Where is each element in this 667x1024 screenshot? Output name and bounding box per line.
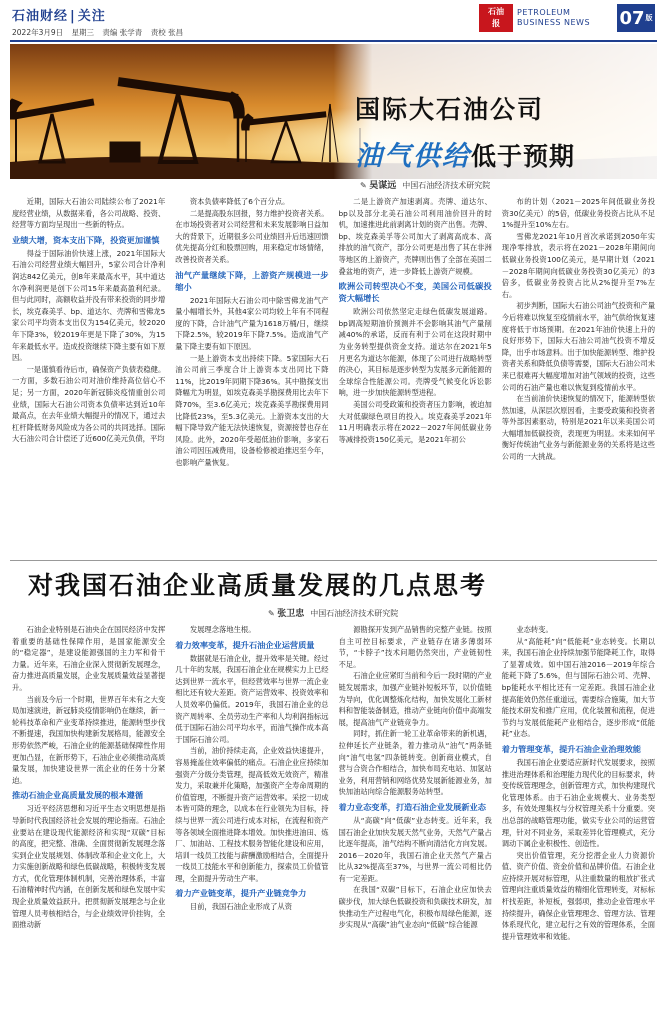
subheading: 欧洲公司转型决心不变，美国公司低碳投资大幅增长 [338, 281, 492, 304]
article2-body [12, 624, 655, 1018]
article2-author-org: 中国石油经济技术研究院 [310, 609, 399, 618]
paragraph: 从“高能耗”向“低能耗”业态转变。长期以来，我国石油企业持续加强节能降耗工作，取得了显著成效。如中国石油2016－2019年综合能耗下降了5.6%，但与国际石油公司、壳牌、bp能耗水平相比还有一定差距。我国石油企业提高能效仍然任重道远，需要综合施策，加大节能技术研发和推广应用，优化装置和流程，促进节约与发展低能耗产业相结合，逐步形成“低能耗”业态。 [501, 636, 655, 739]
paragraph: 石油企业应紧盯当前和今后一段时期的产业链发展需求，加强产业链补短板环节，以价值链为导向，优化调整炼化结构，加快发展化工新材料和智能装备制造，推动产业链向价值中高端发展，提高油气产业链竞争力。 [338, 671, 492, 727]
subheading: 着力管理变革，提升石油企业治理效能 [501, 743, 641, 754]
proof-credit: 责校 张昌 [150, 28, 184, 37]
section-separator: | [70, 9, 76, 24]
page-number-badge [617, 4, 655, 32]
paragraph: 在我国“双碳”目标下，石油企业应加快去碳步伐，加大绿色低碳投资和负碳技术研发，加快推动生产过程电气化，积极布局绿色能源，逐步实现从“高碳”油气业态向“低碳”综合能源 [338, 885, 492, 930]
page-number: 07 [619, 7, 645, 29]
page-suffix: 版 [645, 14, 653, 22]
paragraph: 近期，国际大石油公司陆续公布了2021年度经营业绩，从数据来看，各公司战略、投资、经营等方面均呈现出一些新的特点。 [12, 197, 166, 230]
subheading: 着力业态变革，打造石油企业发展新业态 [338, 801, 486, 812]
section-name: 石油财经 [12, 9, 69, 24]
article1-title-highlight: 油气供给 [355, 141, 471, 172]
paragraph: 习近平经济思想和习近平生态文明思想是指导新时代我国经济社会发展的理论指南。石油企业要站在建设现代能源经济和实现“双碳”目标的高度，把完整、准确、全面贯彻新发展理念落实到企业发展规划、体制改革和企业文化上，大力实施创新战略和绿色低碳战略，积极转变发展方式，优化管理体制机制，完善治理体系，丰富石油精神时代内涵，在创新发展和绿色发展中实现企业质量效益跃升。把贯彻新发展理念与企业管理人员考核相结合，与企业绩效评价挂钩，全面推动新 [12, 804, 166, 930]
article1-column [339, 196, 492, 558]
paragraph: 雪佛龙2021年10月首次承诺到2050年实现净零排放，表示将在2021－2028年期间向低碳业务投资100亿美元，是早期计划（2021－2028年期间向低碳业务投资30亿美元）的3倍多，低碳业务投资占比从2%提升至7%左右。 [501, 231, 655, 299]
article2-column [175, 624, 328, 1018]
paragraph: 布的计划（2021－2025年间低碳业务投资30亿美元）的5倍，低碳业务投资占比从不足1%提升至10%左右。 [501, 197, 655, 230]
issue-date: 2022年3月9日 [12, 28, 64, 37]
paragraph: 我国石油企业要适应新时代发展要求，按照推进治理体系和治理能力现代化的目标要求，转变传统管理理念，创新管理方式，加快构建现代化管理体系。由于石油企业规模大、业务类型多，有效处理集权与分权管理关系十分重要。突出总部的战略管理功能，做实专业公司的运营管理，针对不同业务，采取差异化管理模式，充分调动下属企业积极性、创造性。 [501, 757, 655, 849]
article2-title: 对我国石油企业高质量发展的几点思考 [28, 571, 488, 600]
paragraph: 业态转变。 [516, 625, 553, 634]
article2-column [12, 624, 165, 1018]
paragraph: 欧洲公司依然坚定走绿色低碳发展道路。bp调高短期油价预测并不会影响其油气产量削减40%的承诺，反而有利于公司在这段时期中为业务转型提供资金支持。道达尔在2021年5月更名为道达尔能源，体现了公司进行战略转型的决心，其目标是逐步转型为发展多元新能源的全球综合性能源公司。壳牌受气候变化诉讼影响，进一步加快能源转型进程。 [338, 307, 492, 398]
newspaper-logo [479, 4, 513, 32]
article1-column [175, 196, 328, 558]
paragraph: 2021年国际大石油公司中除雪佛龙油气产量小幅增长外，其他4家公司均较上年有不同程度的下降，合计油气产量为1618万桶/日，继续下降2.5%，较2019年下降7.5%。造成油气产量下降主要有如下原因。 [175, 295, 329, 351]
paper-name-en: PETROLEUM BUSINESS NEWS [517, 8, 591, 27]
paragraph: 同时，抓住新一轮工业革命带来的新机遇，拉伸延长产业链条，着力推动从“油气”两条链向“油气电氢”四条链转变。创新商业模式，自营与合资合作相结合，加快布局充电站、加氢站业务，利用营销和网络优势发展新能源业务，加快加油站向综合能源服务站转型。 [338, 729, 492, 797]
pen-icon: ✎ [360, 181, 367, 190]
editor-credit: 责编 张学青 [102, 28, 143, 37]
article1-column [502, 196, 655, 558]
paragraph: 二是提高股东回报，努力维护投资者关系。在市场投资者对公司经营和未来发展影响日益加大的背景下，近期很多公司业绩回升后迅速回馈优先提高分红和股票回购，用来稳定市场情绪，改善投资者关系。 [175, 208, 329, 264]
paragraph: 从“高碳”向“低碳”业态转变。近年来，我国石油企业加快发展天然气业务，天然气产量占比逐年提高，油气结构不断向清洁化方向发展。2016－2020年，我国石油企业天然气产量占比从32%提高至37%，与世界一流公司相比仍有一定差距。 [338, 815, 492, 883]
subheading: 业绩大增，资本支出下降，投资更加谨慎 [12, 234, 160, 245]
paragraph: 一是上游资本支出持续下降。5家国际大石油公司前三季度合计上游资本支出同比下降11%，比2019年同期下降36%。其中勘探支出降幅尤为明显，如埃克森美孚勘探费用比去年下降70%，至3.6亿美元；埃克森美孚勘探费用同比降低23%，至5.3亿美元。上游资本支出的大幅下降导致产能无法快速恢复，资源接替也存在风险。此外，2020年受超低油价影响，多家石油公司因压减费用，设备检修被迫推迟至今年，也影响产量恢复。 [175, 353, 329, 467]
issue-weekday: 星期三 [71, 28, 95, 37]
article2-byline [268, 606, 398, 619]
masthead-rule [10, 40, 657, 42]
logo-line-2: 报 [492, 19, 500, 28]
paragraph: 当前及今后一个时期，世界百年未有之大变局加速演进，新冠肺炎疫情影响仍在继续，新一轮科技革命和产业变革持续推进，能源转型步伐不断提速，我国加快构建新发展格局，能源安全形势依然严峻，石油企业的能源基础保障性作用更加凸显，在新形势下，石油企业必须推动高质量发展，加快建设世界一流企业的任务十分紧迫。 [12, 694, 166, 785]
paragraph: 初步判断，国际大石油公司油气投资和产量今后将难以恢复至疫情前水平，油气供给恢复速度将低于市场预期。在2021年油价快速上升的良好形势下，国际大石油公司油气投资不增反降，出乎市场意料。出于加快能源转型、维护投资者关系和降低负债等需要，国际大石油公司未来已很难再大幅度增加对油气领域的投资，这些公司的石油产量也难以恢复到疫情前水平。 [501, 301, 655, 392]
subheading: 着力产业链变革，提升产业链竞争力 [175, 888, 307, 899]
paragraph: 突出价值管理，充分挖潜企业人力资源价值、资产价值、资金价值和品牌价值。石油企业应持续开展对标管理，从注重数量的粗放扩张式管理向注重质量效益的精细化管理转变，对标标杆找差距，补短板，强弱项，推动企业管理水平持续提升，确保企业管理理念、管理方法、管理体系现代化，建立起行之有效的管理体系，全面提升管理效率和效能。 [501, 850, 655, 941]
subheading: 油气产量继续下降，上游资产规模进一步缩小 [175, 269, 329, 292]
article-divider [10, 560, 657, 561]
article1-author-org: 中国石油经济技术研究院 [402, 181, 491, 190]
paragraph: 美国公司受政策和投资者压力影响，被迫加大对低碳绿色项目的投入。埃克森美孚2021年11月明确表示将在2022－2027年间低碳业务等减排投资150亿美元，是2021年初公 [338, 399, 492, 444]
paragraph: 目前，我国石油企业形成了从资 [189, 902, 292, 912]
paragraph: 二是上游资产加速剥离。壳牌、道达尔、bp以及部分北美石油公司利用油价回升的时机，加速推进此前剥离计划的资产出售。壳牌、bp、埃克森美孚等公司加大了剥离高成本、高排放的油气资产，部分公司更是出售了其在非洲等地区的上游资产，壳牌则出售了全部在美国二叠盆地的资产，进一步降低上游资产规模。 [338, 197, 492, 276]
pen-icon: ✎ [268, 609, 275, 618]
paragraph: 在当前油价快速恢复的情况下，能源转型依然加速，从深层次原因看，主要受政策和投资者等外部因素驱动，特别是2021年以来美国公司大幅增加低碳投资，表现更为明显。未来如何平衡好传统油气业务与新能源业务的关系将是这些公司的一大挑战。 [501, 394, 655, 462]
article1-headline [355, 90, 655, 173]
article1-body [12, 196, 655, 558]
article1-title-line2 [355, 134, 655, 173]
paragraph: 发展理念落地生根。 [189, 625, 256, 634]
paragraph: 当前，油价持续走高，企业效益快速提升，容易掩盖住效率偏低的痛点。石油企业应持续加强资产分级分类管理，提高低效无效资产，精准发力，采取兼并化策略，加强资产全寿命周期的价值管理，不断提升资产运营效率。采挖一切成本皆可降的理念，以成本在行业领先为目标，持续与世界一流公司进行成本对标，在流程和资产等各领域全面推进降本增效。加快推进油田、炼厂、加油站、工程技术服务智能化建设和应用，培训一线员工技能与薪酬激励相结合，全面提升一线员工技能水平和创新能力，探索员工价值管理，全面提升劳动生产率。 [175, 746, 329, 883]
paragraph: 一是谨慎看待后市，确保资产负债表稳健。一方面，多数石油公司对油价维持高位信心不足；另一方面，2020年新冠肺炎疫情重创公司业绩，国际大石油公司资本负债率达到近10年最高点，在去年业绩大幅提升的情况下，通过去杠杆降低财务风险成为各公司的共同选择。国际大石油公司合计偿还了近600亿美元负债，平均 [12, 364, 166, 444]
article1-title-rest: 低于预期 [471, 142, 576, 171]
masthead-right [479, 4, 655, 32]
article2-column [339, 624, 492, 1018]
paragraph: 得益于国际油价快速上涨，2021年国际大石油公司经营业绩大幅回升，5家公司合计净利润达842亿美元，创8年来最高水平，其中道达尔净利润更是创下公司15年来最高盈利纪录。但与此同时，高额收益并没有带来投资的同步增长，埃克森美孚、bp、道达尔、壳牌和雪佛龙5家公司平均资本支出仅为154亿美元，较2020年下降3%，较2019年更是下降了30%，为15年来最低水平。造成投资继续下降主要有如下原因。 [12, 248, 166, 363]
article1-author: 吴谋远 [369, 181, 397, 191]
article2-column [502, 624, 655, 1018]
paragraph: 石油企业特别是石油央企在国民经济中发挥着重要的基础性保障作用，是国家能源安全的“稳定器”，是建设能源强国的主力军和骨干力量。近年来，石油企业深入贯彻新发展理念，奋力推进高质量发展，企业发展质量效益显著提升。 [12, 625, 166, 692]
subheading: 着力效率变革，提升石油企业运营质量 [175, 639, 315, 650]
paragraph: 数据就是石油企业，提升效率是关键。经过几十年的发展，我国石油企业在规模实力上已经达到世界一流水平，但经营效率与世界一流企业相比还有较大差距。资产运营效率、投资效率和人员效率仍偏低。2019年，我国石油企业的总资产周转率、全员劳动生产率和人均利润指标远低于国际石油公司平均水平，而油气操作成本高于国际石油公司。 [175, 653, 329, 744]
section-title [12, 5, 189, 24]
issue-info [12, 27, 189, 38]
paragraph: 源勘探开发到产品销售的完整产业链。按照自主可控目标要求，产业链存在诸多薄弱环节，“卡脖子”技术问题仍然突出，产业链韧性不足。 [338, 625, 492, 669]
paragraph: 资本负债率降低了6个百分点。 [189, 197, 290, 206]
subheading: 推动石油企业高质量发展的根本遵循 [12, 790, 144, 801]
article1-column [12, 196, 165, 558]
article1-byline [360, 178, 490, 191]
masthead-left [12, 5, 189, 38]
article1-title-line1: 国际大石油公司 [355, 95, 545, 124]
logo-line-1: 石油 [488, 7, 504, 16]
column-name: 关注 [77, 9, 106, 24]
article2-author: 张卫忠 [277, 609, 305, 619]
